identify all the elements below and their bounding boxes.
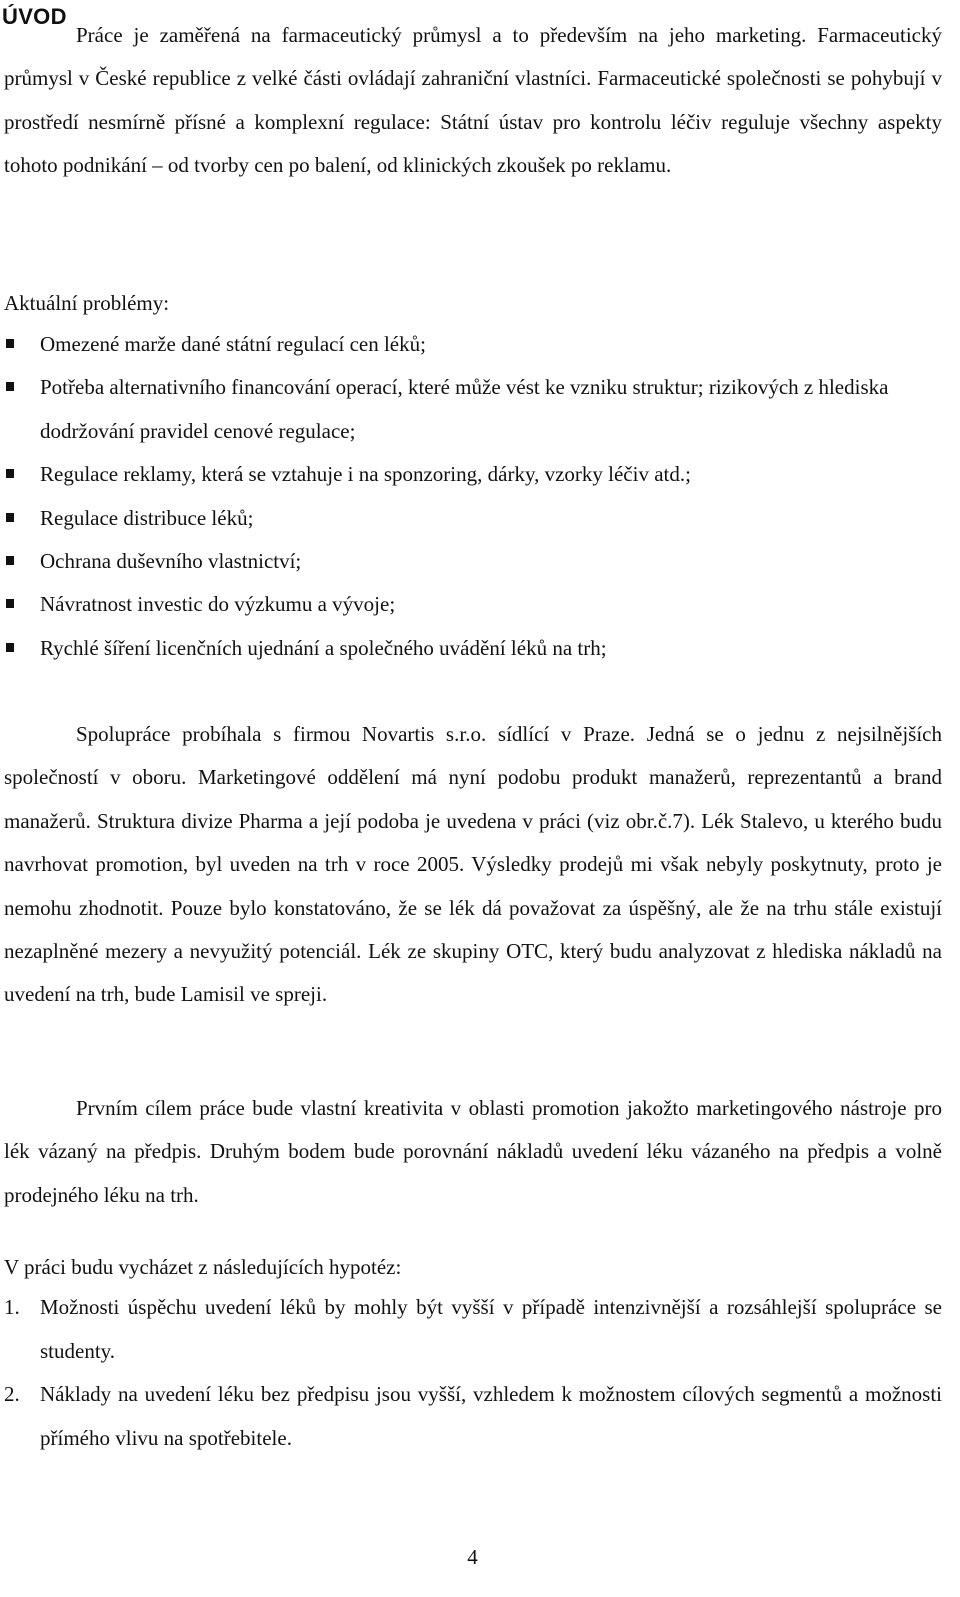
list-number: 2.	[4, 1382, 20, 1407]
page-number: 4	[467, 1545, 478, 1569]
square-bullet-icon	[6, 643, 14, 652]
goals-paragraph: Prvním cílem práce bude vlastní kreativita v oblasti promotion jakožto marketingového nástroje pro lék vázaný na předpis. Druhým bodem bude porovnání nákladů uvedení léku vázaného na předpis a volně prodejného léku na trh.	[4, 1096, 942, 1207]
list-item	[4, 366, 942, 453]
list-item-text: Možnosti úspěchu uvedení léků by mohly být vyšší v případě intenzivnější a rozsáhlejší spolupráce se studenty.	[40, 1295, 942, 1363]
list-item	[4, 1373, 942, 1460]
square-bullet-icon	[6, 513, 14, 522]
list-item-text: Náklady na uvedení léku bez předpisu jsou vyšší, vzhledem k možnostem cílových segmentů a možnosti přímého vlivu na spotřebitele.	[40, 1382, 942, 1450]
chapter-heading: ÚVOD	[2, 4, 67, 29]
list-item-text: Omezené marže dané státní regulací cen léků;	[40, 332, 426, 356]
list-item-text: Potřeba alternativního financování operací, které může vést ke vzniku struktur; rizikových z hlediska dodržování pravidel cenové regulace;	[40, 375, 889, 443]
square-bullet-icon	[6, 599, 14, 608]
list-item-text: Návratnost investic do výzkumu a vývoje;	[40, 592, 396, 617]
list-item-text: Rychlé šíření licenčních ujednání a společného uvádění léků na trh;	[40, 635, 607, 660]
list-item-text: Regulace reklamy, která se vztahuje i na sponzoring, dárky, vzorky léčiv atd.;	[40, 462, 691, 487]
list-item	[4, 323, 942, 366]
hypotheses-list	[4, 1286, 942, 1460]
problems-list	[4, 323, 942, 670]
list-item	[4, 540, 942, 583]
hypotheses-label: V práci budu vycházet z následujících hypotéz:	[4, 1255, 402, 1279]
intro-paragraph: Práce je zaměřená na farmaceutický průmysl a to především na jeho marketing. Farmaceutický průmysl v České republice z velké části ovládají zahraniční vlastníci. Farmaceutické společnosti se pohybují v prostředí nesmírně přísné a komplexní regulace: Státní ústav pro kontrolu léčiv reguluje všechny aspekty tohoto podnikání – od tvorby cen po balení, od klinických zkoušek po reklamu.	[4, 23, 942, 178]
square-bullet-icon	[6, 469, 14, 478]
problems-label: Aktuální problémy:	[4, 291, 170, 315]
list-item	[4, 497, 942, 540]
list-item-text: Regulace distribuce léků;	[40, 505, 254, 530]
list-item	[4, 583, 942, 626]
list-number: 1.	[4, 1295, 20, 1319]
square-bullet-icon	[6, 382, 14, 391]
list-item	[4, 1286, 942, 1373]
list-item	[4, 627, 942, 670]
list-item	[4, 453, 942, 496]
square-bullet-icon	[6, 339, 14, 348]
list-item-text: Ochrana duševního vlastnictví;	[40, 549, 302, 574]
square-bullet-icon	[6, 556, 14, 565]
cooperation-paragraph: Spolupráce probíhala s firmou Novartis s.r.o. sídlící v Praze. Jedná se o jednu z nejsilnějších společností v oboru. Marketingové oddělení má nyní podobu produkt manažerů, reprezentantů a brand manažerů. Struktura divize Pharma a její podoba je uvedena v práci (viz obr.č.7). Lék Stalevo, u kterého budu navrhovat promotion, byl uveden na trh v roce 2005. Výsledky prodejů mi však nebyly poskytnuty, proto je nemohu zhodnotit. Pouze bylo konstatováno, že se lék dá považovat za úspěšný, ale že na trhu stále existují nezaplněné mezery a nevyužitý potenciál. Lék ze skupiny OTC, který budu analyzovat z hlediska nákladů na uvedení na trh, bude Lamisil ve spreji.	[4, 722, 942, 1007]
